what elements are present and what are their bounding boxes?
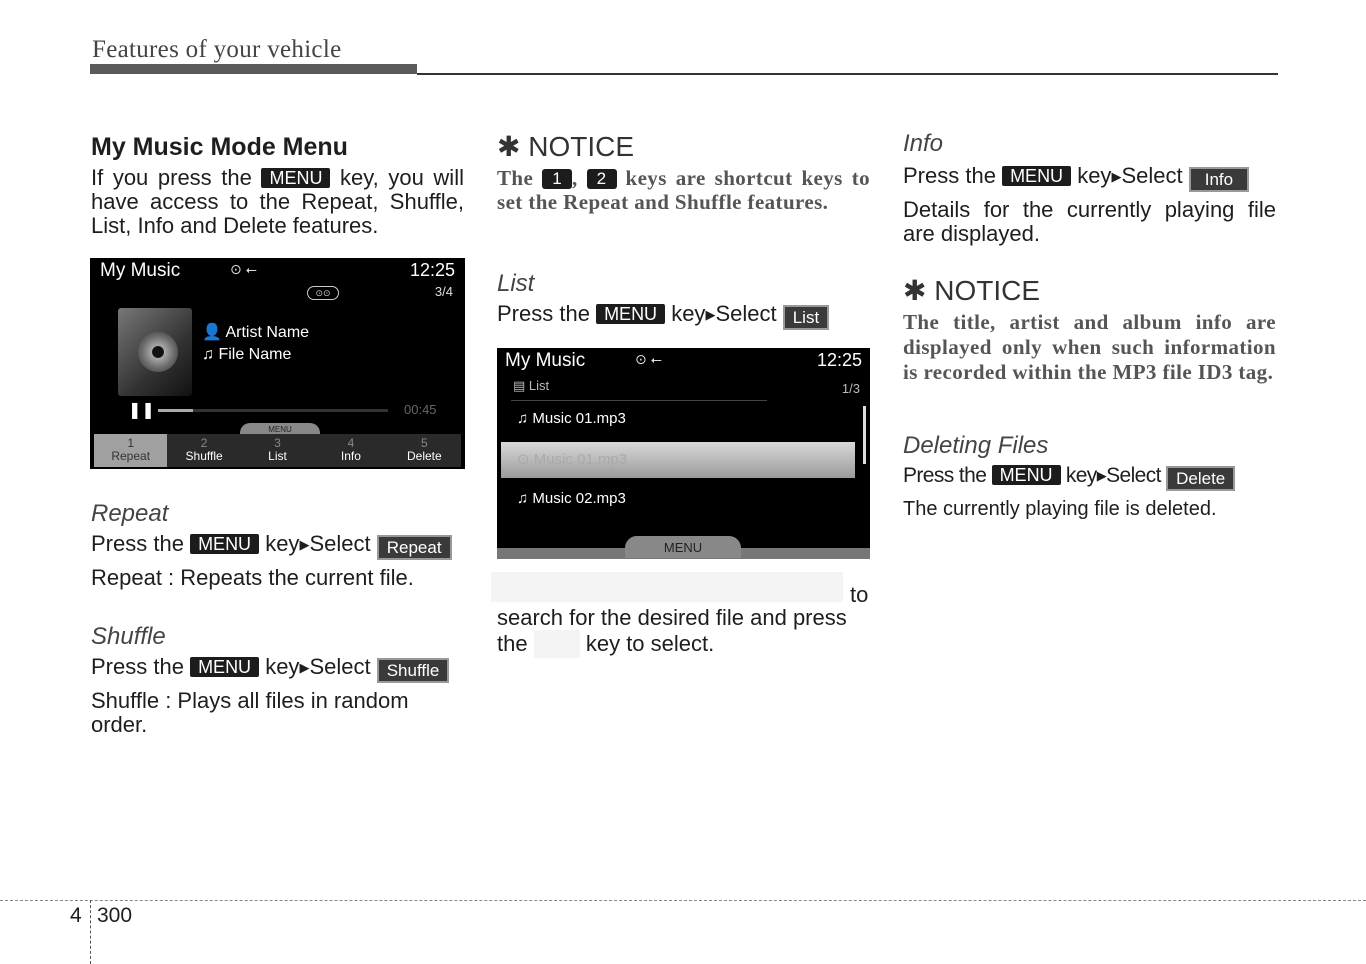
page-number: 300 — [97, 904, 133, 927]
progress-fill — [158, 409, 193, 412]
elapsed-time: 00:45 — [404, 402, 437, 417]
loop-icon: ⊙⊙ — [307, 286, 339, 300]
shuffle-heading: Shuffle — [91, 623, 166, 650]
notice-box-2 — [903, 276, 1276, 385]
list-count: 1/3 — [841, 381, 860, 396]
menu-item-delete[interactable]: 5 Delete — [388, 434, 461, 467]
repeat-description: Repeat : Repeats the current file. — [91, 565, 414, 590]
repeat-instruction: Press the MENU key▶Select Repeat — [91, 532, 464, 560]
list-header: ▤ List — [513, 378, 550, 393]
shuffle-instruction: Press the MENU key▶Select Shuffle — [91, 655, 464, 683]
person-icon: 👤 — [202, 324, 222, 341]
menu-item-info[interactable]: 4 Info — [314, 434, 387, 467]
menu-key: MENU — [1002, 166, 1071, 186]
music-note-icon: ♫ — [517, 410, 529, 427]
notice-text: The title, artist and album info are displayed only when such information is recorded within the MP3 file ID3 tag. — [903, 310, 1276, 384]
delete-description: The currently playing file is deleted. — [903, 498, 1217, 520]
shuffle-option: Shuffle — [377, 658, 450, 683]
key-1: 1 — [542, 169, 572, 189]
section-number: 4 — [70, 904, 82, 927]
menu-tab: MENU — [625, 536, 741, 558]
repeat-option: Repeat — [377, 535, 452, 560]
clock: 12:25 — [816, 350, 862, 370]
list-icon: ▤ — [513, 378, 526, 393]
music-note-icon: ♫ — [202, 346, 214, 363]
menu-key: MENU — [596, 304, 665, 324]
menu-item-list[interactable]: 3 List — [241, 434, 314, 467]
list-option: List — [783, 305, 829, 330]
key-2: 2 — [587, 169, 617, 189]
repeat-section — [91, 500, 464, 590]
header-bar — [90, 64, 417, 74]
section-heading: My Music Mode Menu — [91, 133, 348, 161]
repeat-heading: Repeat — [91, 500, 169, 527]
list-item[interactable]: ♫ Music 02.mp3 — [517, 490, 626, 507]
shuffle-section — [91, 623, 464, 737]
menu-bar — [94, 434, 461, 467]
scrollbar[interactable] — [863, 406, 866, 464]
menu-key: MENU — [261, 168, 330, 188]
delete-option: Delete — [1166, 466, 1235, 491]
delete-heading: Deleting Files — [903, 432, 1049, 459]
missing-text-block — [491, 572, 843, 602]
arrow-right-icon: ▶ — [1111, 169, 1122, 184]
shuffle-description: Shuffle : Plays all files in random order. — [91, 688, 409, 737]
music-list-screen — [497, 348, 870, 559]
info-description: Details for the currently playing file are displayed. — [903, 197, 1276, 246]
notice-box-1 — [497, 132, 870, 214]
search-to: to — [850, 582, 869, 607]
usb-icon: ⊙ ⭠ — [230, 261, 257, 277]
screen-title: My Music — [100, 260, 181, 281]
info-heading: Info — [903, 130, 944, 157]
list-instruction: Press the MENU key▶Select List — [497, 302, 870, 330]
delete-section — [903, 432, 1276, 521]
arrow-right-icon: ▶ — [1096, 468, 1107, 483]
file-row: ♫ File Name — [202, 346, 292, 363]
pause-icon: ❚❚ — [128, 402, 155, 419]
list-section — [497, 270, 870, 330]
notice-heading: ✱ NOTICE — [903, 275, 1041, 306]
search-paragraph: search for the desired file and press the key to select. — [497, 605, 847, 656]
delete-instruction: Press the MENU key▶Select Delete — [903, 464, 1276, 491]
screen-title: My Music — [505, 350, 586, 371]
running-header: Features of your vehicle — [92, 36, 342, 63]
menu-item-repeat[interactable]: 1 Repeat — [94, 434, 167, 467]
footer-divider — [90, 900, 91, 964]
header-rule — [417, 73, 1278, 75]
notice-text: The 1 , 2 keys are shortcut keys to set the Repeat and Shuffle features. — [497, 166, 870, 214]
progress-track — [158, 409, 388, 412]
info-section — [903, 130, 1276, 246]
my-music-screen — [90, 258, 465, 469]
arrow-right-icon: ▶ — [299, 537, 310, 552]
info-instruction: Press the MENU key▶Select Info — [903, 164, 1276, 192]
artist-row: 👤 Artist Name — [202, 324, 310, 341]
album-art — [118, 308, 192, 396]
clock: 12:25 — [409, 260, 455, 280]
left-column — [91, 132, 464, 238]
list-heading: List — [497, 270, 535, 297]
usb-icon: ⊙ ⭠ — [635, 351, 662, 367]
arrow-right-icon: ▶ — [299, 660, 310, 675]
missing-key-image — [534, 630, 580, 658]
intro-paragraph: If you press the MENU key, you will have access to the Repeat, Shuffle, List, Info and Delete features. — [91, 165, 464, 238]
list-item[interactable]: ♫ Music 01.mp3 — [517, 410, 626, 427]
disc-icon — [138, 332, 178, 372]
list-item-selected[interactable]: ⊙ Music 01.mp3 — [501, 442, 855, 478]
menu-key: MENU — [190, 657, 259, 677]
track-count: 3/4 — [434, 284, 453, 299]
notice-heading: ✱ NOTICE — [497, 131, 635, 162]
music-note-icon: ♫ — [517, 490, 529, 507]
arrow-right-icon: ▶ — [705, 307, 716, 322]
list-divider — [511, 400, 767, 401]
play-icon: ⊙ — [517, 451, 530, 468]
footer-rule — [0, 900, 1366, 901]
menu-key: MENU — [190, 534, 259, 554]
menu-key: MENU — [992, 465, 1061, 485]
info-option: Info — [1189, 167, 1249, 192]
menu-item-shuffle[interactable]: 2 Shuffle — [167, 434, 240, 467]
menu-tab: MENU — [240, 423, 320, 435]
